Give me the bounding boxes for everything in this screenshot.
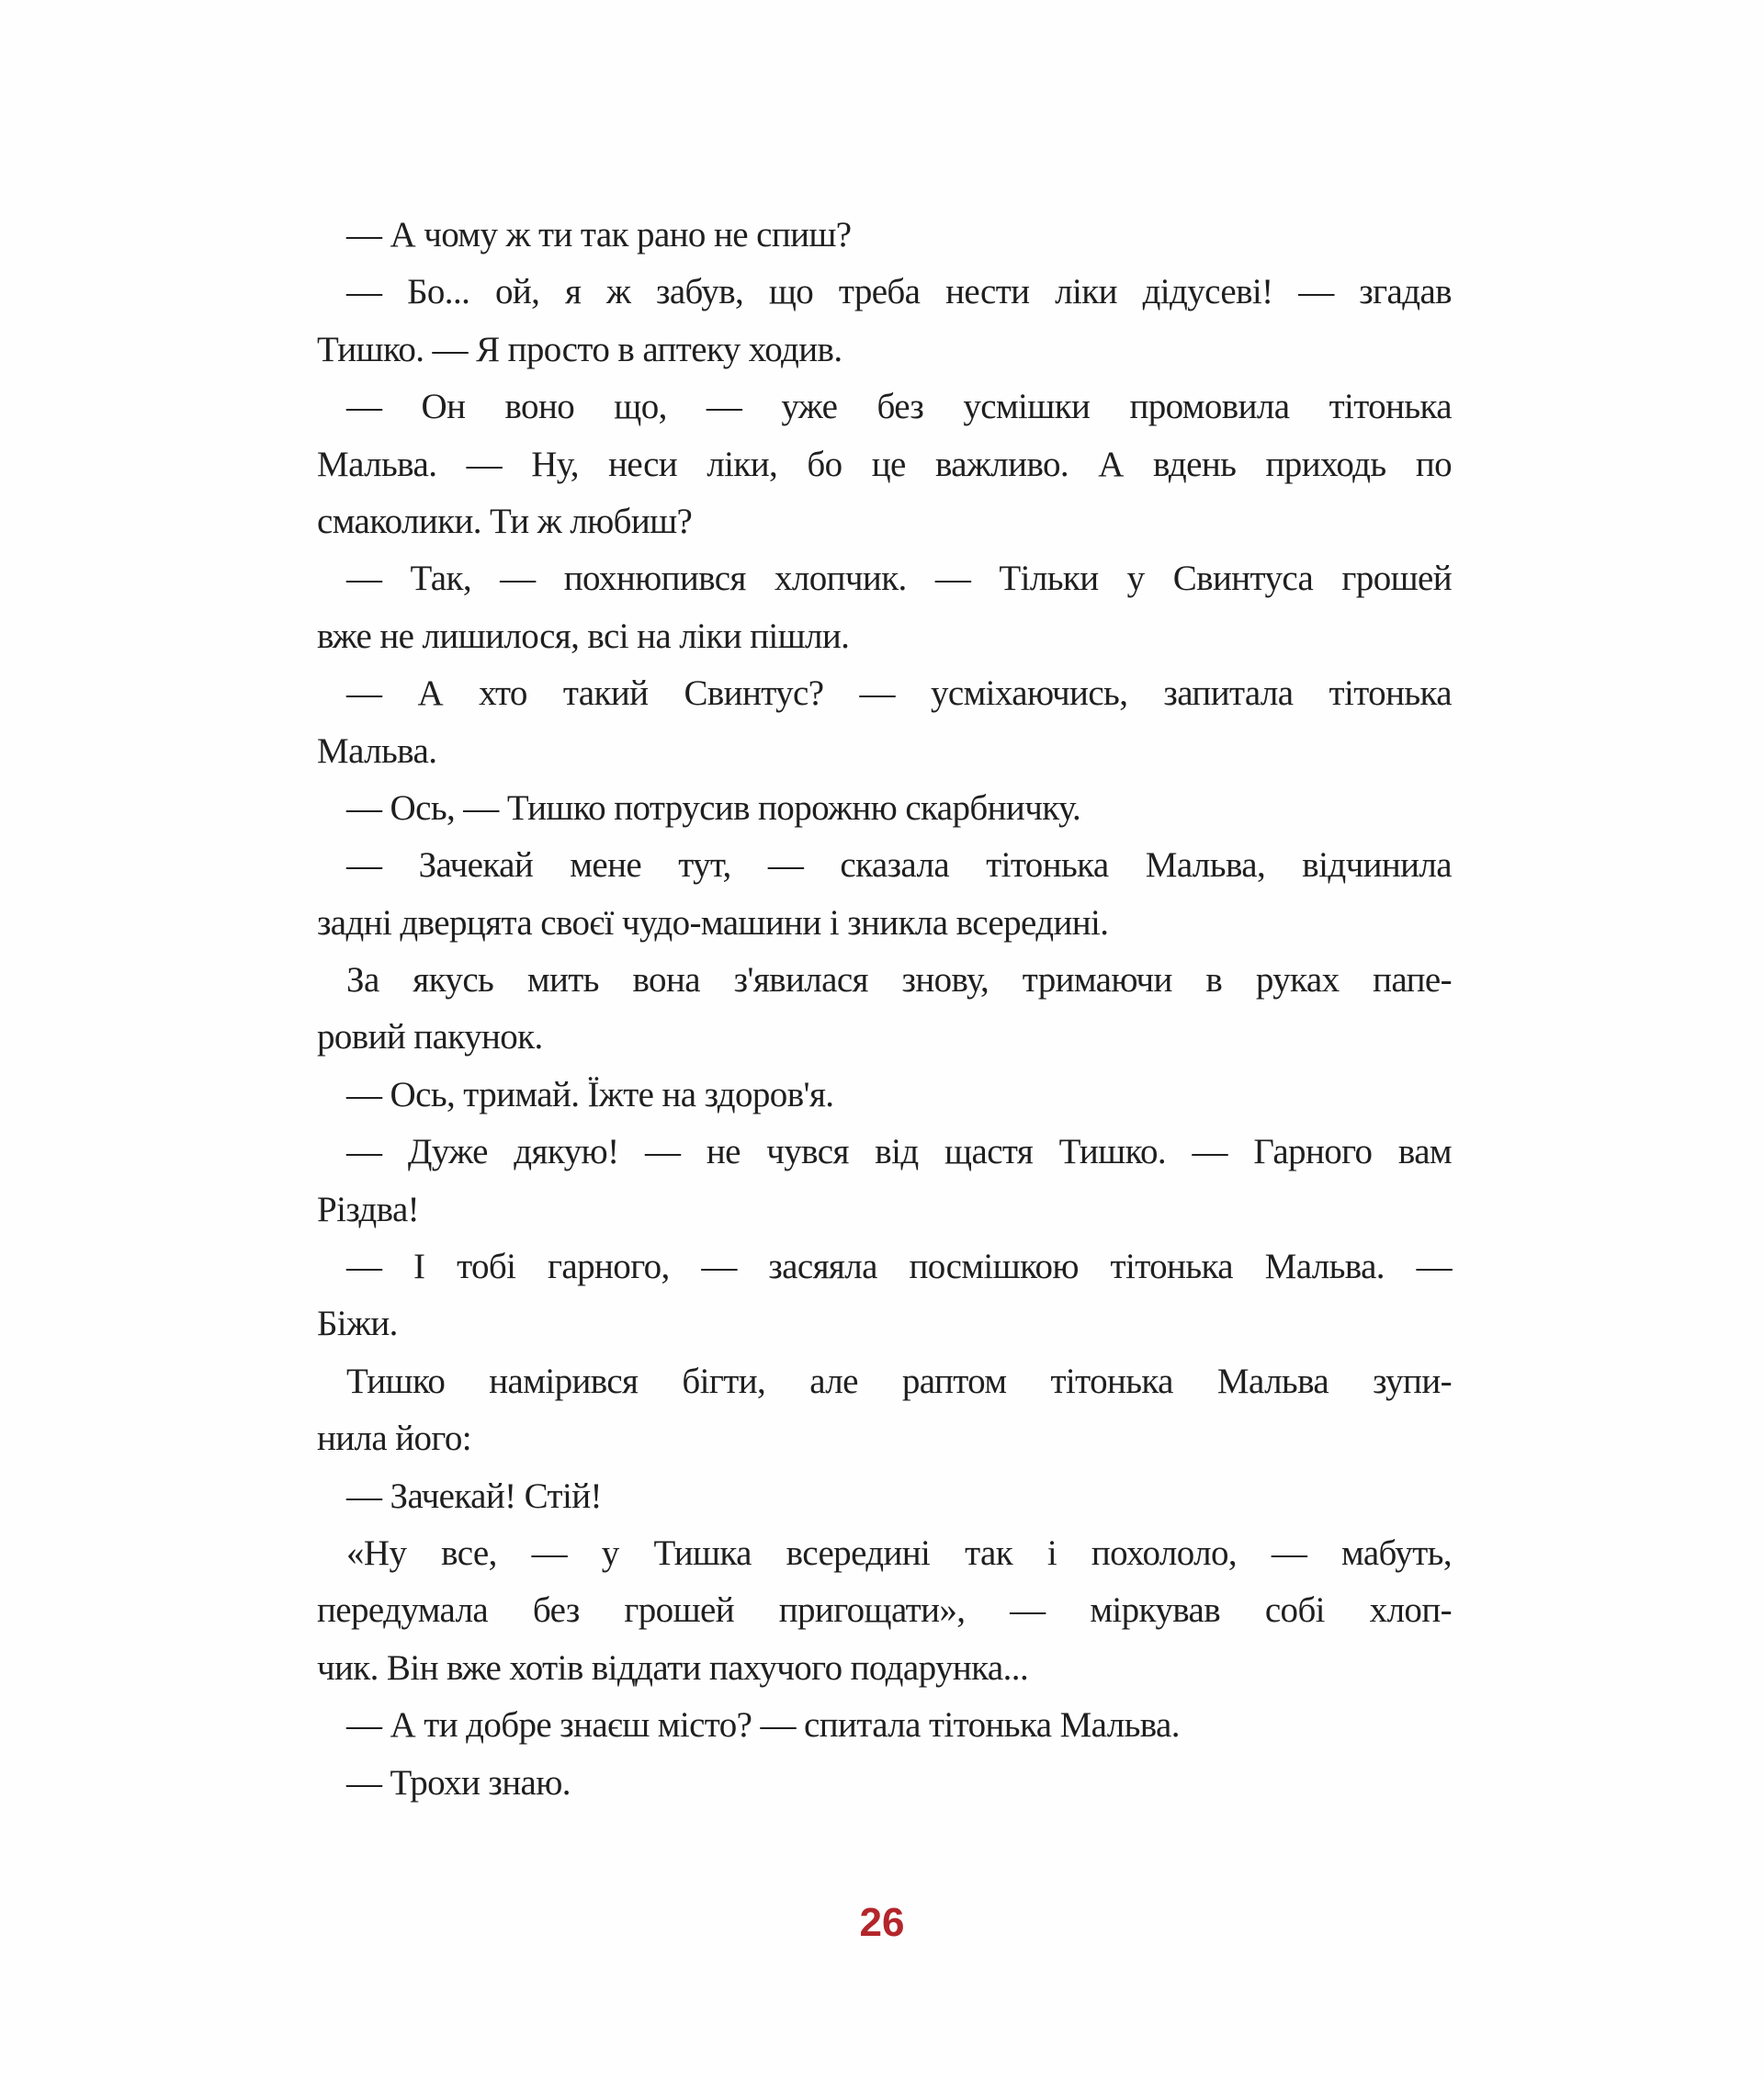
page-number: 26 (859, 1900, 905, 1945)
text-line: — Бо... ой, я ж забув, що треба нести ліки дідусеві! — згадав (346, 272, 1452, 312)
text-line: — Так, — похнюпився хлопчик. — Тільки у Свинтуса грошей (346, 559, 1452, 599)
text-line: Мальва. (317, 730, 437, 771)
text-line: вже не лишилося, всі на ліки пішли. (317, 616, 850, 656)
text-line: Різдва! (317, 1189, 420, 1229)
text-line: — Он воно що, — уже без усмішки промовила тітонька (346, 387, 1452, 427)
text-line: — Ось, тримай. Їжте на здоров'я. (346, 1074, 834, 1114)
text-line: — А чому ж ти так рано не спиш? (346, 215, 852, 254)
text-line: — А ти добре знаєш місто? — спитала тітонька Мальва. (346, 1705, 1180, 1746)
text-line: ровий пакунок. (317, 1017, 543, 1057)
text-line: передумала без грошей пригощати», — міркував собі хлоп- (317, 1590, 1452, 1631)
text-line: нила його: (317, 1419, 471, 1459)
text-line: задні дверцята своєї чудо-машини і зникла всередині. (317, 902, 1109, 943)
text-line: — Ось, — Тишко потрусив порожню скарбничку. (346, 787, 1081, 828)
text-line: — Зачекай! Стій! (346, 1476, 602, 1516)
text-line: — Зачекай мене тут, — сказала тітонька Мальва, відчинила (346, 845, 1452, 886)
text-line: Біжи. (317, 1304, 398, 1344)
text-line: чик. Він вже хотів віддати пахучого подарунка... (317, 1647, 1029, 1688)
body-text (317, 207, 1452, 1812)
text-line: — Дуже дякую! — не чувся від щастя Тишко. — Гарного вам (346, 1132, 1452, 1172)
text-line: смаколики. Ти ж любиш? (317, 501, 693, 541)
text-line: Тишко. — Я просто в аптеку ходив. (317, 329, 842, 369)
text-line: За якусь мить вона з'явилася знову, тримаючи в руках папе- (346, 960, 1452, 1001)
text-line: Мальва. — Ну, неси ліки, бо це важливо. А вдень приходь по (317, 444, 1452, 484)
text-line: — І тобі гарного, — засяяла посмішкою тітонька Мальва. — (346, 1247, 1452, 1287)
text-line: «Ну все, — у Тишка всередині так і похололо, — мабуть, (346, 1532, 1452, 1573)
text-line: — Трохи знаю. (346, 1762, 571, 1803)
text-line: — А хто такий Свинтус? — усміхаючись, запитала тітонька (346, 673, 1452, 714)
text-line: Тишко намірився бігти, але раптом тітонька Мальва зупи- (346, 1361, 1452, 1401)
